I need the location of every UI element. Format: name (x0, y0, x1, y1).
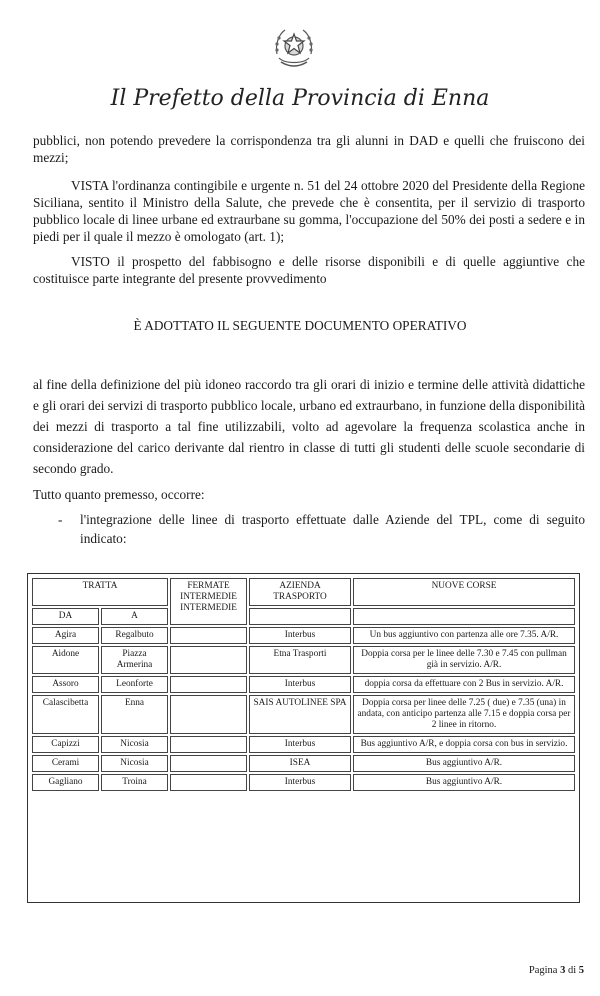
cell-a: Troina (101, 774, 168, 791)
bullet-dash: - (58, 512, 63, 527)
body-paragraph: al fine della definizione del più idoneo raccordo tra gli orari di inizio e termine delle attività didattiche e gli orari dei servizi di trasporto pubblico locale, urbano ed extraurbano, in funzione della disponibilità dei mezzi di trasporto a tal fine utilizzabili, volto ad agevolare la frequenza scolastica anche in considerazione del carico derivante dal rientro in classe di tutti gli studenti delle scuole secondarie di secondo grado. (33, 377, 585, 476)
paragraph-continuation: pubblici, non potendo prevedere la corrispondenza tra gli alunni in DAD e quelli che fruiscono dei mezzi; (33, 133, 585, 165)
table-row (32, 736, 575, 753)
subheader-empty (353, 608, 575, 625)
cell-nuove-corse: doppia corsa da effettuare con 2 Bus in servizio. A/R. (353, 676, 575, 693)
transport-table-grid (30, 576, 577, 793)
cell-fermate (170, 695, 247, 734)
section-heading: È ADOTTATO IL SEGUENTE DOCUMENTO OPERATIVO (133, 318, 467, 333)
premise-text: Tutto quanto premesso, occorre: (33, 487, 205, 502)
table-subheader-row (32, 608, 575, 625)
paragraph-visto: VISTO il prospetto del fabbisogno e delle risorse disponibili e di quelle aggiuntive che costituisce parte integrante del presente provvedimento (33, 254, 585, 286)
cell-a: Nicosia (101, 736, 168, 753)
cell-fermate (170, 736, 247, 753)
subheader-empty (249, 608, 351, 625)
cell-a: Leonforte (101, 676, 168, 693)
cell-azienda: Interbus (249, 676, 351, 693)
cell-a: Regalbuto (101, 627, 168, 644)
table-row (32, 676, 575, 693)
header-nuove-corse: NUOVE CORSE (353, 578, 575, 606)
transport-table (27, 573, 580, 903)
paragraph-vista: VISTA l'ordinanza contingibile e urgente n. 51 del 24 ottobre 2020 del Presidente della Regione Siciliana, sentito il Ministro della Salute, che prevede che è consentita, per il servizio di trasporto pubblico locale di linee urbane ed extraurbane su gomma, l'occupazione del 50% dei posti a sedere e in piedi per il quale il mezzo è omologato (art. 1); (33, 178, 585, 244)
cell-nuove-corse: Bus aggiuntivo A/R. (353, 774, 575, 791)
cell-azienda: ISEA (249, 755, 351, 772)
cell-azienda: Etna Trasporti (249, 646, 351, 674)
cell-a: Nicosia (101, 755, 168, 772)
current-page: 3 (560, 965, 566, 976)
cell-da: Agira (32, 627, 99, 644)
subheader-a: A (101, 608, 168, 625)
total-pages: 5 (578, 965, 584, 976)
cell-azienda: SAIS AUTOLINEE SPA (249, 695, 351, 734)
cell-nuove-corse: Bus aggiuntivo A/R, e doppia corsa con bus in servizio. (353, 736, 575, 753)
italian-republic-emblem-icon (271, 24, 317, 72)
cell-da: Capizzi (32, 736, 99, 753)
header-azienda: AZIENDA TRASPORTO (249, 578, 351, 606)
cell-azienda: Interbus (249, 774, 351, 791)
cell-a: Enna (101, 695, 168, 734)
table-row (32, 646, 575, 674)
cell-fermate (170, 755, 247, 772)
cell-da: Aidone (32, 646, 99, 674)
subheader-da: DA (32, 608, 99, 625)
header-tratta: TRATTA (32, 578, 168, 606)
page-title: Il Prefetto della Provincia di Enna (110, 86, 490, 111)
cell-da: Assoro (32, 676, 99, 693)
cell-azienda: Interbus (249, 736, 351, 753)
cell-nuove-corse: Doppia corsa per linee delle 7.25 ( due) e 7.35 (una) in andata, con anticipo partenza alle 7.15 e doppia corsa per 2 linee in ritorno. (353, 695, 575, 734)
cell-nuove-corse: Doppia corsa per le linee delle 7.30 e 7.45 con pullman già in servizio. A/R. (353, 646, 575, 674)
table-header-row (32, 578, 575, 606)
cell-nuove-corse: Un bus aggiuntivo con partenza alle ore 7.35. A/R. (353, 627, 575, 644)
page-number (529, 965, 584, 976)
table-row (32, 774, 575, 791)
table-row (32, 695, 575, 734)
cell-fermate (170, 774, 247, 791)
cell-fermate (170, 646, 247, 674)
cell-a: Piazza Armerina (101, 646, 168, 674)
cell-fermate (170, 676, 247, 693)
cell-da: Gagliano (32, 774, 99, 791)
cell-nuove-corse: Bus aggiuntivo A/R. (353, 755, 575, 772)
cell-da: Calascibetta (32, 695, 99, 734)
header-fermate: FERMATE INTERMEDIE INTERMEDIE (170, 578, 247, 625)
cell-da: Cerami (32, 755, 99, 772)
table-row (32, 755, 575, 772)
cell-azienda: Interbus (249, 627, 351, 644)
cell-fermate (170, 627, 247, 644)
bullet-text: l'integrazione delle linee di trasporto effettuate dalle Aziende del TPL, come di seguito indicato: (80, 512, 585, 546)
page-label: Pagina (528, 965, 558, 976)
table-row (32, 627, 575, 644)
page-separator: di (567, 965, 577, 976)
